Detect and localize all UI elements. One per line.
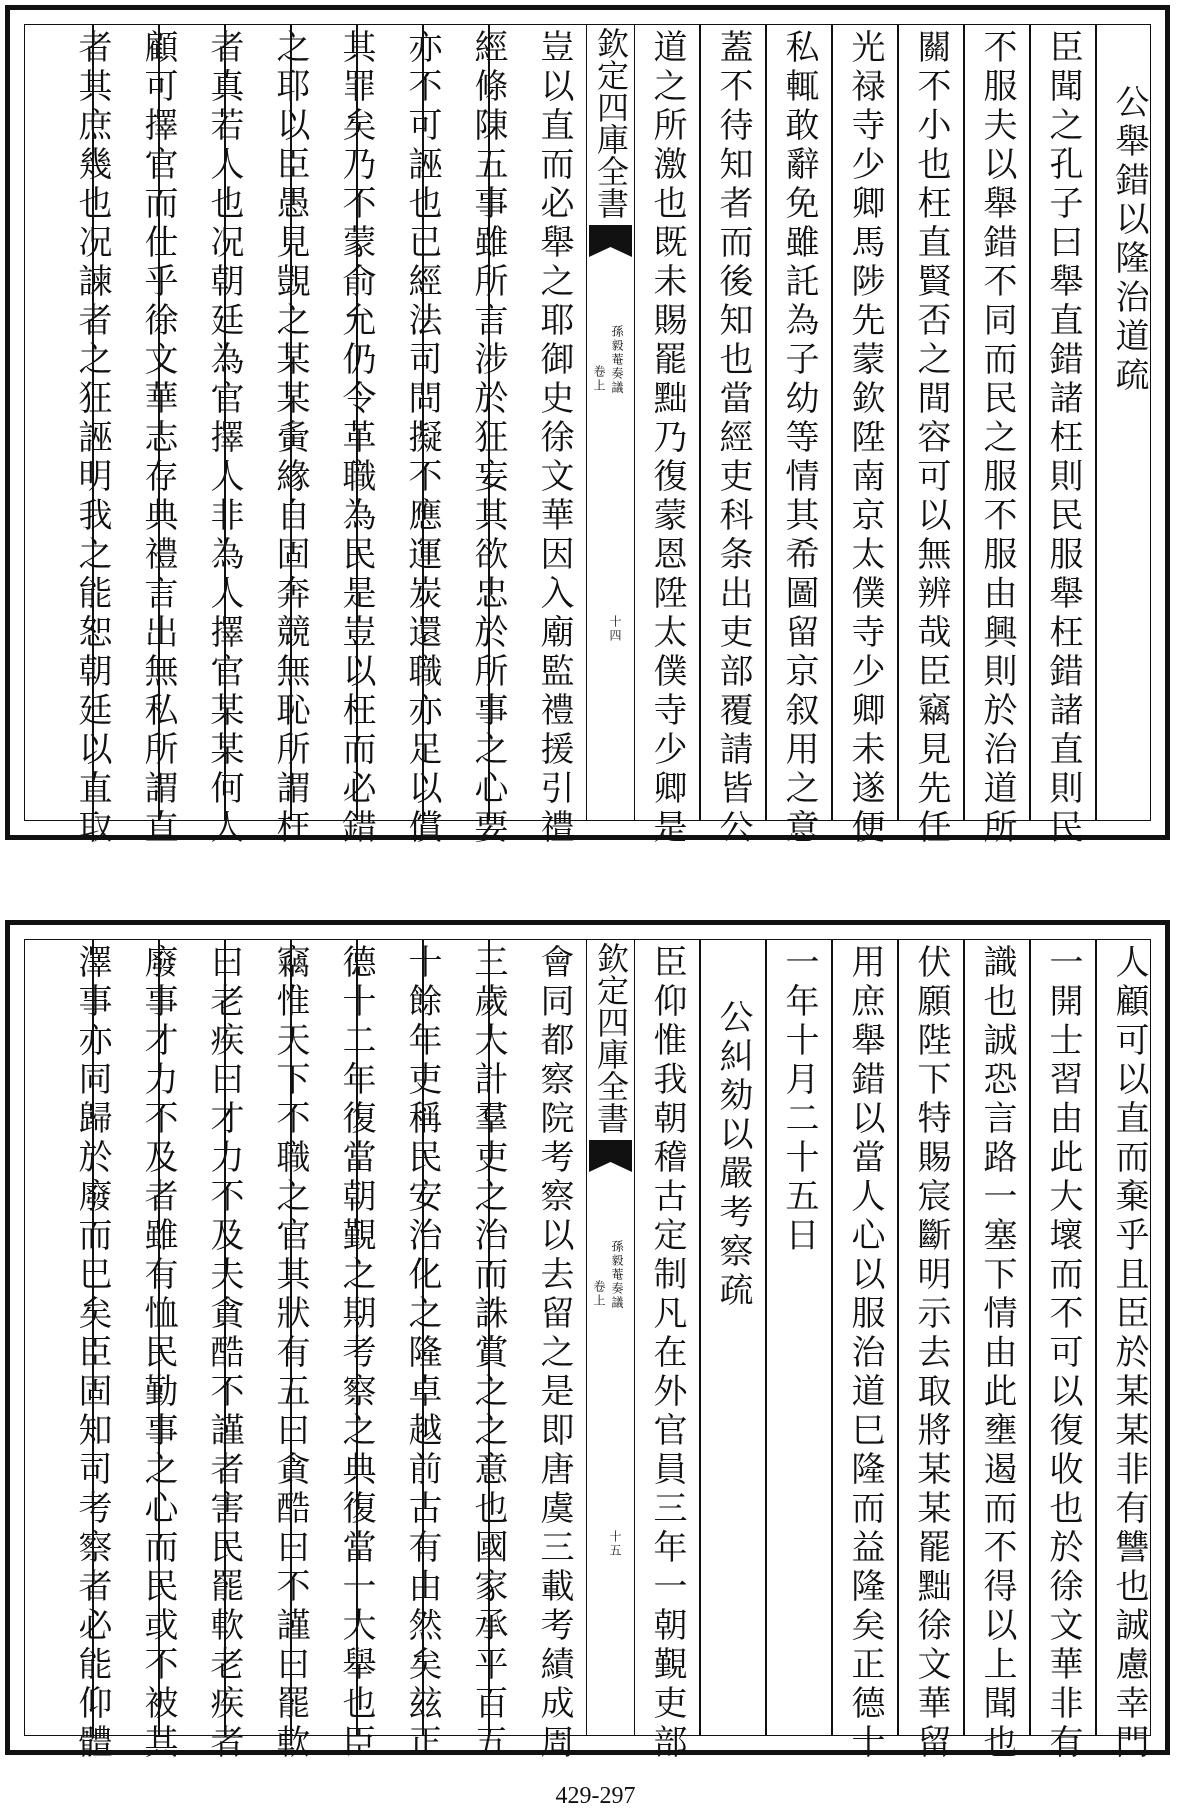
column-text: 道之所激也既未賜罷黜乃復蒙恩陞太僕寺少卿是 xyxy=(647,29,687,848)
memorial-date: 一年十月二十五日 xyxy=(779,944,819,1256)
text-column xyxy=(191,29,257,848)
text-column xyxy=(700,29,766,848)
page-inner-frame xyxy=(24,24,1151,848)
column-text: 豈以直而必舉之耶御史徐文華因入廟監禮援引禮 xyxy=(534,29,574,848)
center-band xyxy=(586,940,635,1735)
text-column xyxy=(125,944,191,1763)
text-column xyxy=(323,29,389,848)
column-text: 一開士習由此大壞而不可以復收也於徐文華非有 xyxy=(1043,944,1083,1763)
page-frame xyxy=(5,5,1170,848)
text-column xyxy=(323,944,389,1763)
page-number: 429-297 xyxy=(555,1783,636,1809)
band-book: 孫毅菴奏議 xyxy=(610,1240,624,1310)
fishtail-mark-icon xyxy=(587,1140,634,1200)
center-band xyxy=(586,25,635,820)
page-top xyxy=(0,0,1191,848)
page-frame xyxy=(5,920,1170,1763)
column-text: 臣聞之孔子曰舉直錯諸枉則民服舉枉錯諸直則民 xyxy=(1043,29,1083,848)
band-meta xyxy=(587,325,634,745)
text-column xyxy=(1096,29,1162,816)
column-text: 之耶以臣愚見覬之某某夤緣自固奔競無恥所謂枉 xyxy=(270,29,310,848)
text-column xyxy=(634,944,700,1763)
text-column xyxy=(964,944,1030,1763)
band-title: 欽定四庫全書 xyxy=(592,942,630,1134)
text-column xyxy=(125,29,191,848)
column-text: 關不小也枉直賢否之間容可以無辨哉臣竊見先任 xyxy=(911,29,951,848)
memorial-title: 公糾劾以嚴考察疏 xyxy=(713,999,753,1311)
column-text: 用庶舉錯以當人心以服治道巳隆而益隆矣正德十 xyxy=(845,944,885,1763)
column-text: 顧可擇官而仕乎徐文華志存典禮言出無私所謂直 xyxy=(138,29,178,848)
text-column xyxy=(1030,944,1096,1763)
fishtail-mark-icon xyxy=(587,225,634,285)
text-column xyxy=(832,29,898,848)
text-column xyxy=(766,29,832,848)
text-column xyxy=(257,944,323,1763)
band-book: 孫毅菴奏議 xyxy=(610,325,624,395)
column-text: 私輒敢辭免雖託為子幼等情其希圖留京叙用之意 xyxy=(779,29,819,848)
memorial-title: 公舉錯以隆治道疏 xyxy=(1109,84,1149,396)
column-text: 亦不可誣也已經法司問擬不應運炭還職亦足以償 xyxy=(402,29,442,848)
column-text: 廢事才力不及者雖有恤民勤事之心而民或不被其 xyxy=(138,944,178,1763)
column-text: 臣仰惟我朝稽古定制凡在外官員三年一朝覲吏部 xyxy=(647,944,687,1763)
column-text: 其罪矣乃不蒙俞允仍令革職為民是豈以枉而必錯 xyxy=(336,29,376,848)
text-column xyxy=(964,29,1030,848)
text-column xyxy=(521,29,587,848)
text-column xyxy=(59,29,125,848)
column-text: 會同都察院考察以去留之是即唐虞三載考績成周 xyxy=(534,944,574,1763)
column-text: 不服夫以舉錯不同而民之服不服由興則於治道所 xyxy=(977,29,1017,848)
column-text: 澤事亦同歸於廢而巳矣臣固知司考察者必能仰體 xyxy=(72,944,112,1763)
column-text: 德十二年復當朝覲之期考察之典復當一大舉也臣 xyxy=(336,944,376,1763)
column-text: 者其庶幾也况諫者之狂誣明我之能恕朝廷以直取 xyxy=(72,29,112,848)
column-text: 竊惟天下不職之官其狀有五曰貪酷曰不謹曰罷軟 xyxy=(270,944,310,1763)
band-leaf: 十四 xyxy=(608,615,622,643)
text-column xyxy=(832,944,898,1763)
column-text: 曰老疾曰才力不及夫貪酷不謹者害民罷軟老疾者 xyxy=(204,944,244,1763)
text-column xyxy=(1096,944,1162,1763)
band-title: 欽定四庫全書 xyxy=(592,27,630,219)
text-column xyxy=(389,29,455,848)
text-column xyxy=(766,944,832,1731)
column-text: 識也誠恐言路一塞下情由此壅遏而不得以上聞也 xyxy=(977,944,1017,1763)
text-column xyxy=(1030,29,1096,848)
text-column xyxy=(700,944,766,1731)
band-juan: 卷上 xyxy=(592,1280,606,1308)
column-text: 光禄寺少卿馬陟先蒙欽陞南京太僕寺少卿未遂便 xyxy=(845,29,885,848)
text-column xyxy=(191,944,257,1763)
band-meta xyxy=(587,1240,634,1660)
column-text: 伏願陛下特賜宸斷明示去取將某某罷黜徐文華留 xyxy=(911,944,951,1763)
page-bottom xyxy=(0,915,1191,1763)
band-leaf: 十五 xyxy=(608,1530,622,1558)
text-column xyxy=(257,29,323,848)
text-column xyxy=(898,29,964,848)
text-column xyxy=(521,944,587,1763)
column-text: 十餘年吏稱民安治化之隆卓越前古有由然矣玆正 xyxy=(402,944,442,1763)
text-column xyxy=(59,944,125,1763)
text-column xyxy=(634,29,700,848)
text-column xyxy=(455,29,521,848)
text-column xyxy=(898,944,964,1763)
column-text: 人顧可以直而棄乎且臣於某某非有讐也誠慮幸門 xyxy=(1109,944,1149,1763)
column-text: 蓋不待知者而後知也當經吏科条出吏部覆請皆公 xyxy=(713,29,753,848)
text-column xyxy=(389,944,455,1763)
column-text: 經條陳五事雖所言涉於狂妄其欲忠於所事之心要 xyxy=(468,29,508,848)
column-text: 三歲大計羣吏之治而誅賞之之意也國家承平百五 xyxy=(468,944,508,1763)
band-juan: 卷上 xyxy=(592,365,606,393)
column-text: 者真若人也况朝廷為官擇人非為人擇官某某何人 xyxy=(204,29,244,848)
text-column xyxy=(455,944,521,1763)
page-inner-frame xyxy=(24,939,1151,1763)
